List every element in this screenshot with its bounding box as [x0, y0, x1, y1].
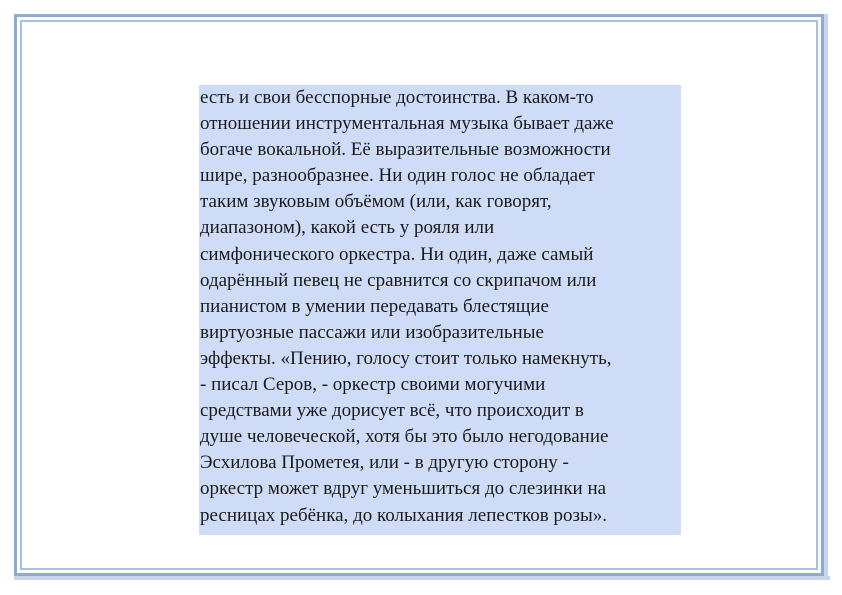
text-line-9: пианистом в умении передавать блестящие [200, 295, 549, 317]
text-line-12: - писал Серов, - оркестр своими могучими [200, 374, 546, 396]
text-line-10: виртуозные пассажи или изобразительные [200, 321, 544, 343]
text-line-14: душе человеческой, хотя бы это было негодование [200, 426, 609, 448]
text-line-13: средствами уже дорисует всё, что происходит в [200, 400, 584, 422]
frame-shadow-bottom [14, 576, 830, 580]
text-line-5: таким звуковым объёмом (или, как говорят, [200, 191, 552, 213]
text-line-15: Эсхилова Прометея, или - в другую сторону - [200, 452, 569, 474]
text-block [199, 85, 681, 535]
text-line-11: эффекты. «Пению, голосу стоит только намекнуть, [200, 347, 612, 369]
text-line-16: оркестр может вдруг уменьшиться до слезинки на [200, 478, 607, 500]
text-line-7: симфонического оркестра. Ни один, даже самый [200, 243, 594, 265]
text-line-1: есть и свои бесспорные достоинства. В каком-то [200, 87, 594, 108]
text-line-8: одарённый певец не сравнится со скрипачом или [200, 269, 597, 291]
text-line-3: богаче вокальной. Её выразительные возможности [200, 139, 611, 161]
text-line-2: отношении инструментальная музыка бывает даже [200, 113, 614, 135]
text-line-6: диапазоном), какой есть у рояля или [200, 217, 495, 239]
text-line-4: шире, разнообразнее. Ни один голос не обладает [200, 165, 595, 187]
text-line-17: ресницах ребёнка, до колыхания лепестков розы». [200, 504, 608, 526]
frame-shadow-right [824, 14, 828, 580]
